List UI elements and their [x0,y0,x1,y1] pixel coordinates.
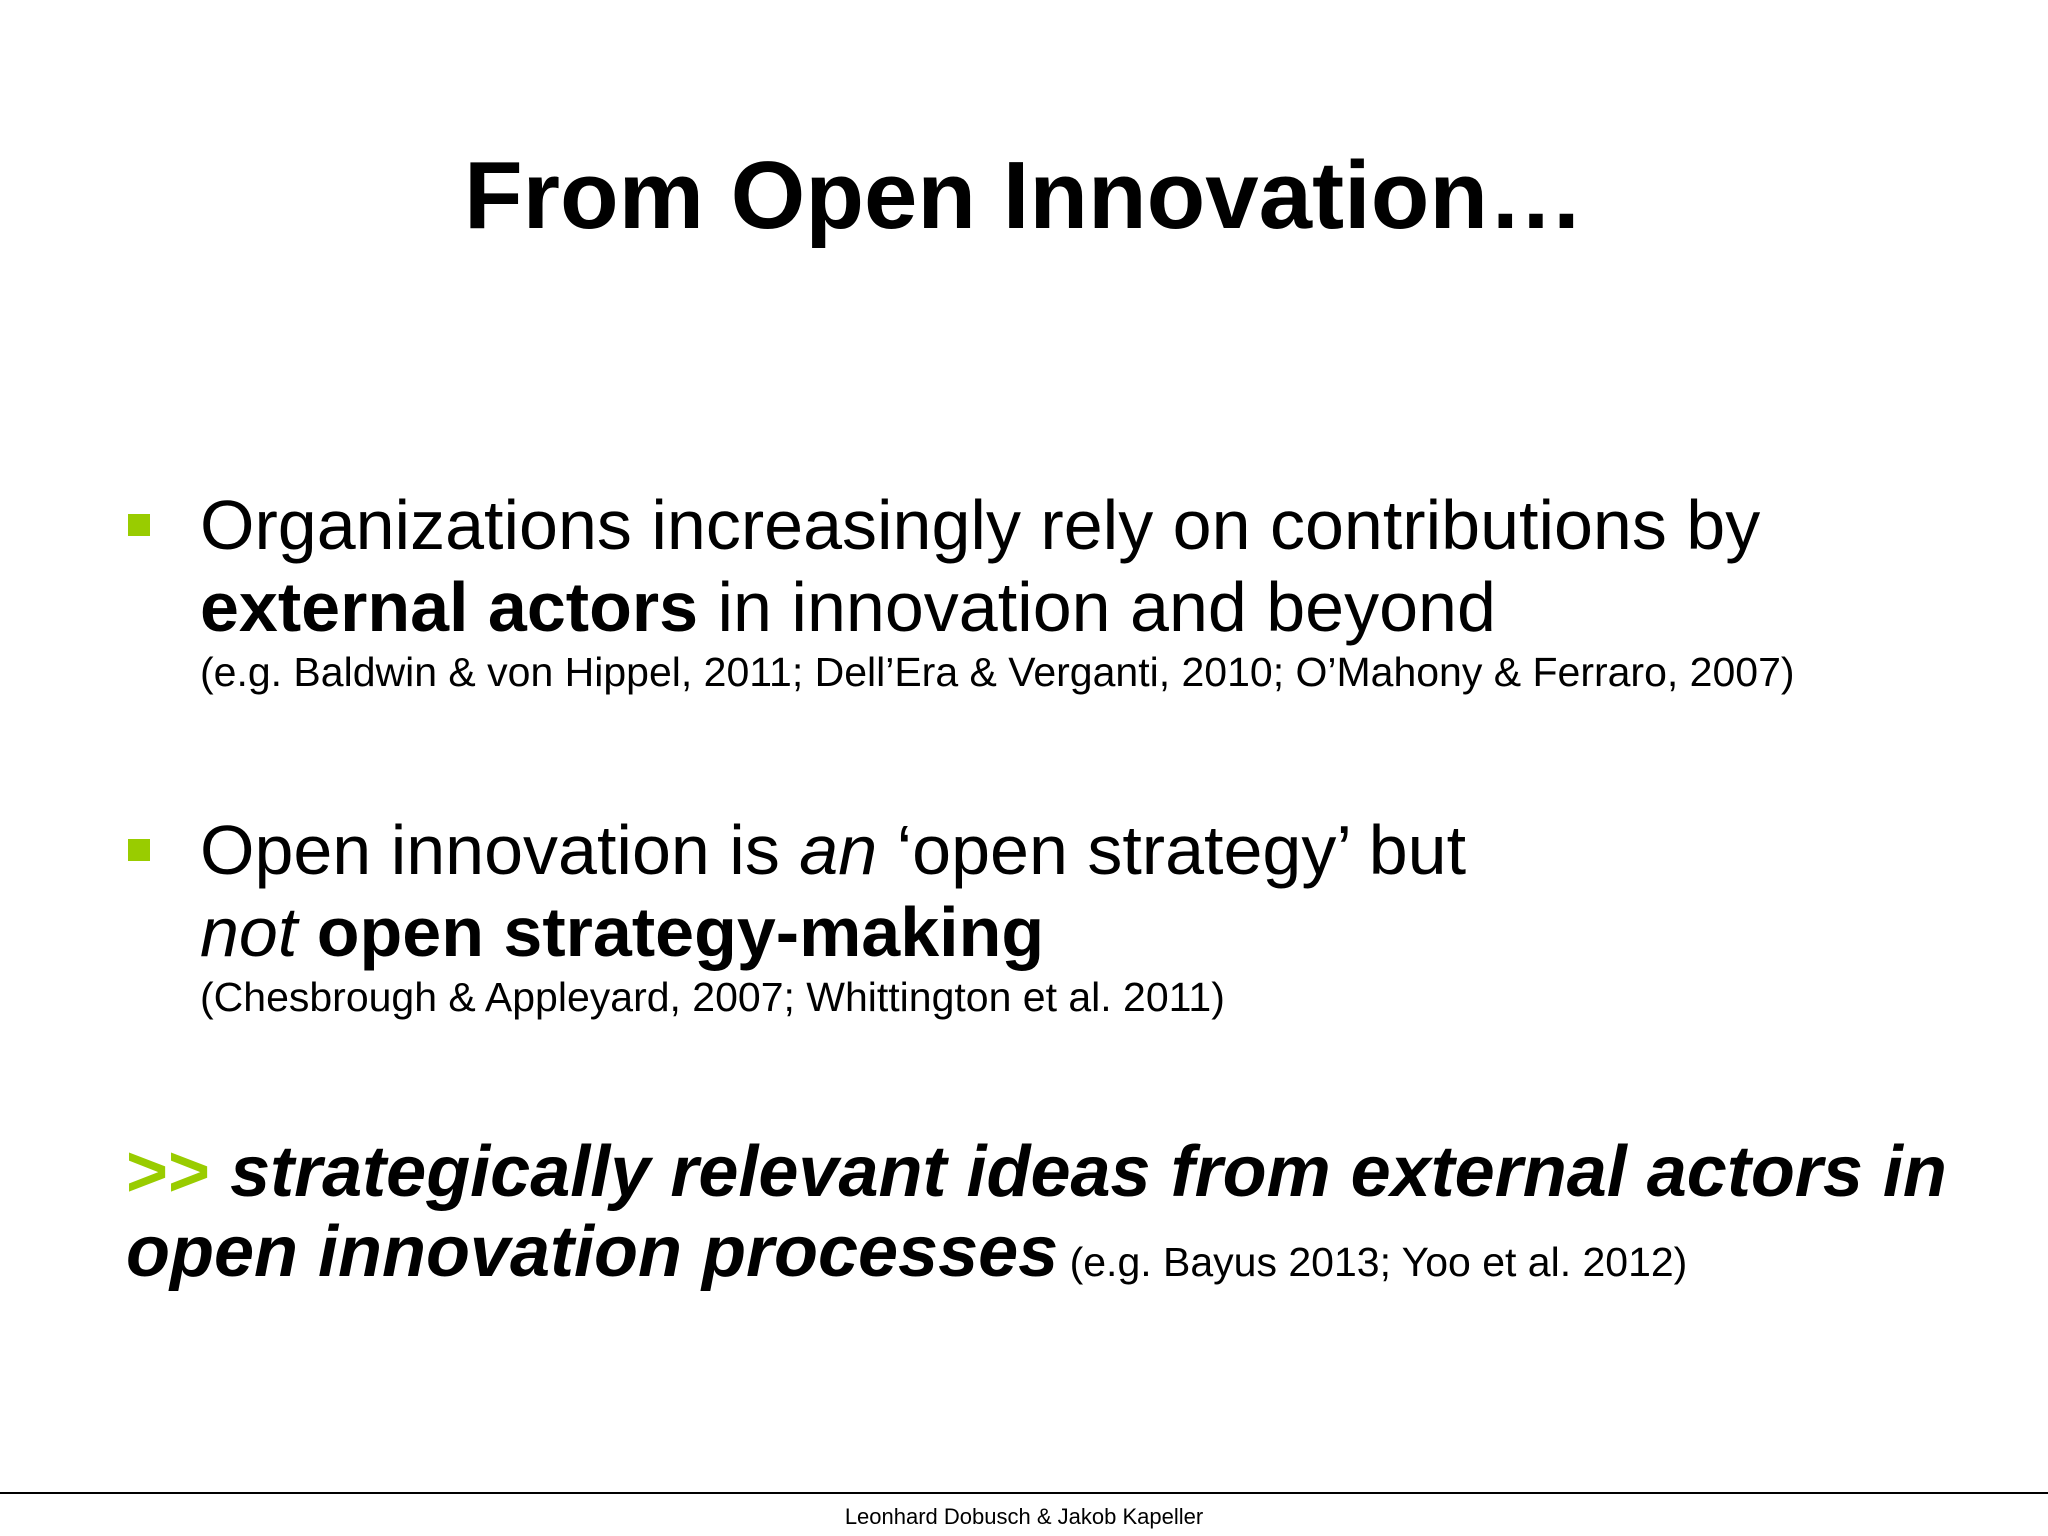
conclusion-line-1-text: strategically relevant ideas from external actors in [210,1132,1947,1212]
bullet-2-italic-an: an [799,811,878,889]
conclusion-line-1 [126,1132,2026,1212]
bullet-2-italic-not: not [200,893,298,971]
square-bullet-icon [128,514,150,536]
bullet-1-bold-phrase: external actors [200,568,699,646]
bullet-2-line-1-post: ‘open strategy’ but [877,811,1467,889]
conclusion-line-2 [126,1212,2026,1302]
slide-title: From Open Innovation… [464,142,1584,249]
bullet-1-reference: (e.g. Baldwin & von Hippel, 2011; Dell’Era & Verganti, 2010; O’Mahony & Ferraro, 2007) [200,649,1795,695]
footer-authors: Leonhard Dobusch & Jakob Kapeller [844,1504,1204,1529]
bullet-1-line-2 [200,566,2040,648]
bullet-body-1 [200,484,2040,696]
square-bullet-icon [128,839,150,861]
bullet-2-reference: (Chesbrough & Appleyard, 2007; Whittington et al. 2011) [200,974,1225,1020]
conclusion-statement [126,1132,2026,1302]
bullet-body-2 [200,809,2040,1021]
double-arrow-icon: >> [126,1132,211,1212]
footer-divider [0,1492,2048,1494]
conclusion-reference: (e.g. Bayus 2013; Yoo et al. 2012) [1058,1239,1688,1285]
bullet-2-line-2 [200,891,2040,973]
bullet-2-line-1-pre: Open innovation is [200,811,800,889]
bullet-1-line-2-rest: in innovation and beyond [698,568,1496,646]
conclusion-line-2-text: open innovation processes [126,1212,1059,1292]
bullet-2-bold-phrase: open strategy-making [297,893,1045,971]
bullet-2-line-1 [200,809,2040,891]
bullet-1-line-1: Organizations increasingly rely on contributions by [200,486,1761,564]
